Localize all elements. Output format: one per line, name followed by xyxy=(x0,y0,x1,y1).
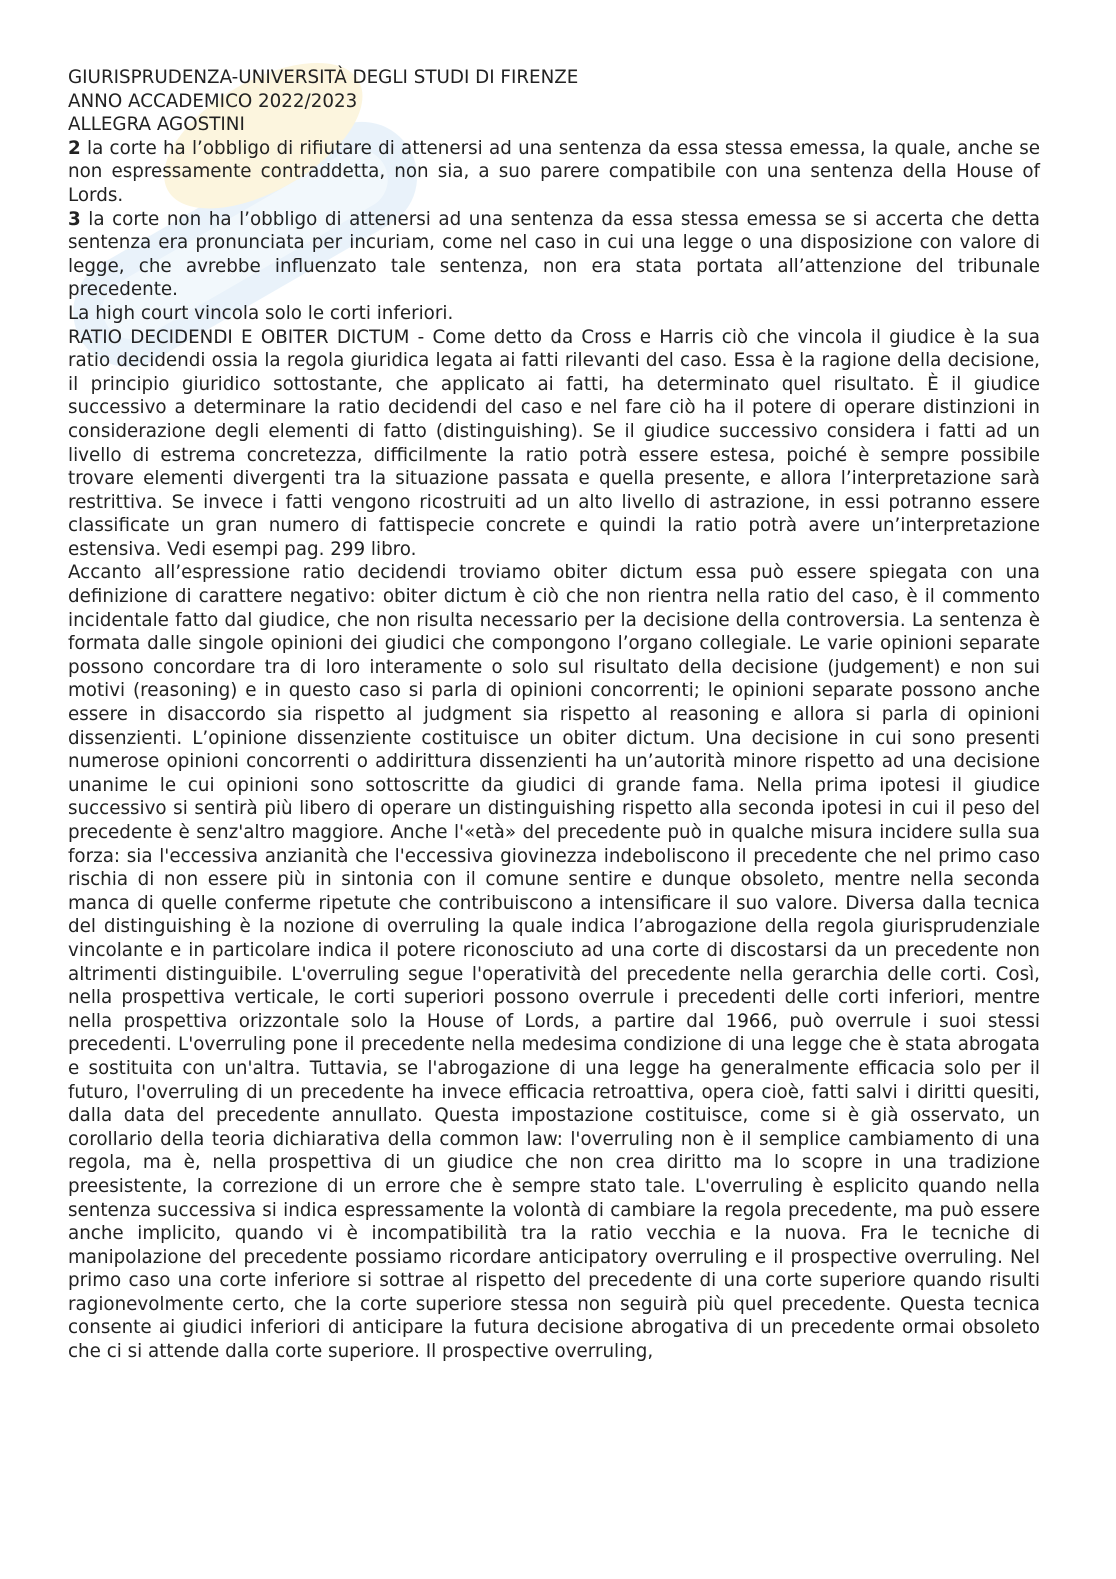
paragraph-high-court: La high court vincola solo le corti inferiori. xyxy=(68,302,454,324)
paragraph-ratio-decidendi: RATIO DECIDENDI E OBITER DICTUM - Come detto da Cross e Harris ciò che vincola il giudice è la sua ratio decidendi ossia la regola giuridica legata ai fatti rilevanti del caso. Essa è la ragione della decisione, il principio giuridico sottostante, che applicato ai fatti, ha determinato quel risultato. È il giudice successivo a determinare la ratio decidendi del caso e nel fare ciò ha il potere di operare distinzioni in considerazione degli elementi di fatto (distinguishing). Se il giudice successivo considera i fatti ad un livello di estrema concretezza, difficilmente la ratio potrà essere estesa, poiché è sempre possibile trovare elementi divergenti tra la situazione passata e quella presente, e allora l’interpretazione sarà restrittiva. Se invece i fatti vengono ricostruiti ad un alto livello di astrazione, in essi potranno essere classificate un gran numero di fattispecie concrete e quindi la ratio potrà avere un’interpretazione estensiva. Vedi esempi pag. 299 libro. xyxy=(68,326,1040,560)
list-item xyxy=(68,208,1040,302)
list-item xyxy=(68,137,1040,208)
item-number: 2 xyxy=(68,137,81,159)
header-university: GIURISPRUDENZA-UNIVERSITÀ DEGLI STUDI DI FIRENZE xyxy=(68,67,579,88)
item-text: la corte non ha l’obbligo di attenersi ad una sentenza da essa stessa emessa se si accerta che detta sentenza era pronunciata per incuriam, come nel caso in cui una legge o una disposizione con valore di legge, che avrebbe influenzato tale sentenza, non era stata portata all’attenzione del tribunale precedente. xyxy=(68,208,1040,301)
item-text: la corte ha l’obbligo di rifiutare di attenersi ad una sentenza da essa stessa emessa, la quale, anche se non espressamente contraddetta, non sia, a suo parere compatibile con una sentenza della House of Lords. xyxy=(68,137,1040,206)
header-author: ALLEGRA AGOSTINI xyxy=(68,114,245,136)
paragraph-obiter-dictum: Accanto all’espressione ratio decidendi troviamo obiter dictum essa può essere spiegata con una definizione di carattere negativo: obiter dictum è ciò che non rientra nella ratio del caso, è il commento incidentale fatto dal giudice, che non risulta necessario per la decisione della controversia. La sentenza è formata dalle singole opinioni dei giudici che compongono l’organo collegiale. Le varie opinioni separate possono concordare tra di loro interamente o solo sul risultato della decisione (judgement) e non sui motivi (reasoning) e in questo caso si parla di opinioni concorrenti; le opinioni separate possono anche essere in disaccordo sia rispetto al judgment sia rispetto al reasoning e allora si parla di opinioni dissenzienti. L’opinione dissenziente costituisce un obiter dictum. Una decisione in cui sono presenti numerose opinioni concorrenti o addirittura dissenzienti ha un’autorità minore rispetto ad una decisione unanime le cui opinioni sono sottoscritte da giudici di grande fama. Nella prima ipotesi il giudice successivo si sentirà più libero di operare un distinguishing rispetto alla seconda ipotesi in cui il peso del precedente è senz'altro maggiore. Anche l'«età» del precedente può in qualche misura incidere sulla sua forza: sia l'eccessiva anzianità che l'eccessiva giovinezza indeboliscono il precedente che nel primo caso rischia di non essere più in sintonia con il comune sentire e dunque obsoleto, mentre nella seconda manca di quelle conferme ripetute che contribuiscono a intensificare il suo valore. Diversa dalla tecnica del distinguishing è la nozione di overruling la quale indica l’abrogazione della regola giurisprudenziale vincolante e in particolare indica il potere riconosciuto ad una corte di discostarsi da un precedente non altrimenti distinguibile. L'overruling segue l'operatività del precedente nella gerarchia delle corti. Così, nella prospettiva verticale, le corti superiori possono overrule i precedenti delle corti inferiori, mentre nella prospettiva orizzontale solo la House of Lords, a partire dal 1966, può overrule i suoi stessi precedenti. L'overruling pone il precedente nella medesima condizione di una legge che è stata abrogata e sostituita con un'altra. Tuttavia, se l'abrogazione di una legge ha generalmente efficacia solo per il futuro, l'overruling di un precedente ha invece efficacia retroattiva, opera cioè, fatti salvi i diritti quesiti, dalla data del precedente annullato. Questa impostazione costituisce, come si è già osservato, un corollario della teoria dichiarativa della common law: l'overruling non è il semplice cambiamento di una regola, ma è, nella prospettiva di un giudice che non crea diritto ma lo scopre in una tradizione preesistente, la correzione di un errore che è sempre stato tale. L'overruling è esplicito quando nella sentenza successiva si indica espressamente la volontà di cambiare la regola precedente, ma può essere anche implicito, quando vi è incompatibilità tra la ratio vecchia e la nuova. Fra le tecniche di manipolazione del precedente possiamo ricordare anticipatory overruling e il prospective overruling. Nel primo caso una corte inferiore si sottrae al rispetto del precedente di una corte superiore quando risulti ragionevolmente certo, che la corte superiore stessa non seguirà più quel precedente. Questa tecnica consente ai giudici inferiori di anticipare la futura decisione abrogativa di un precedente ormai obsoleto che ci si attende dalla corte superiore. Il prospective overruling, xyxy=(68,562,1040,1363)
document-body xyxy=(68,66,1040,1364)
header-academic-year: ANNO ACCADEMICO 2022/2023 xyxy=(68,90,358,112)
item-number: 3 xyxy=(68,208,81,230)
